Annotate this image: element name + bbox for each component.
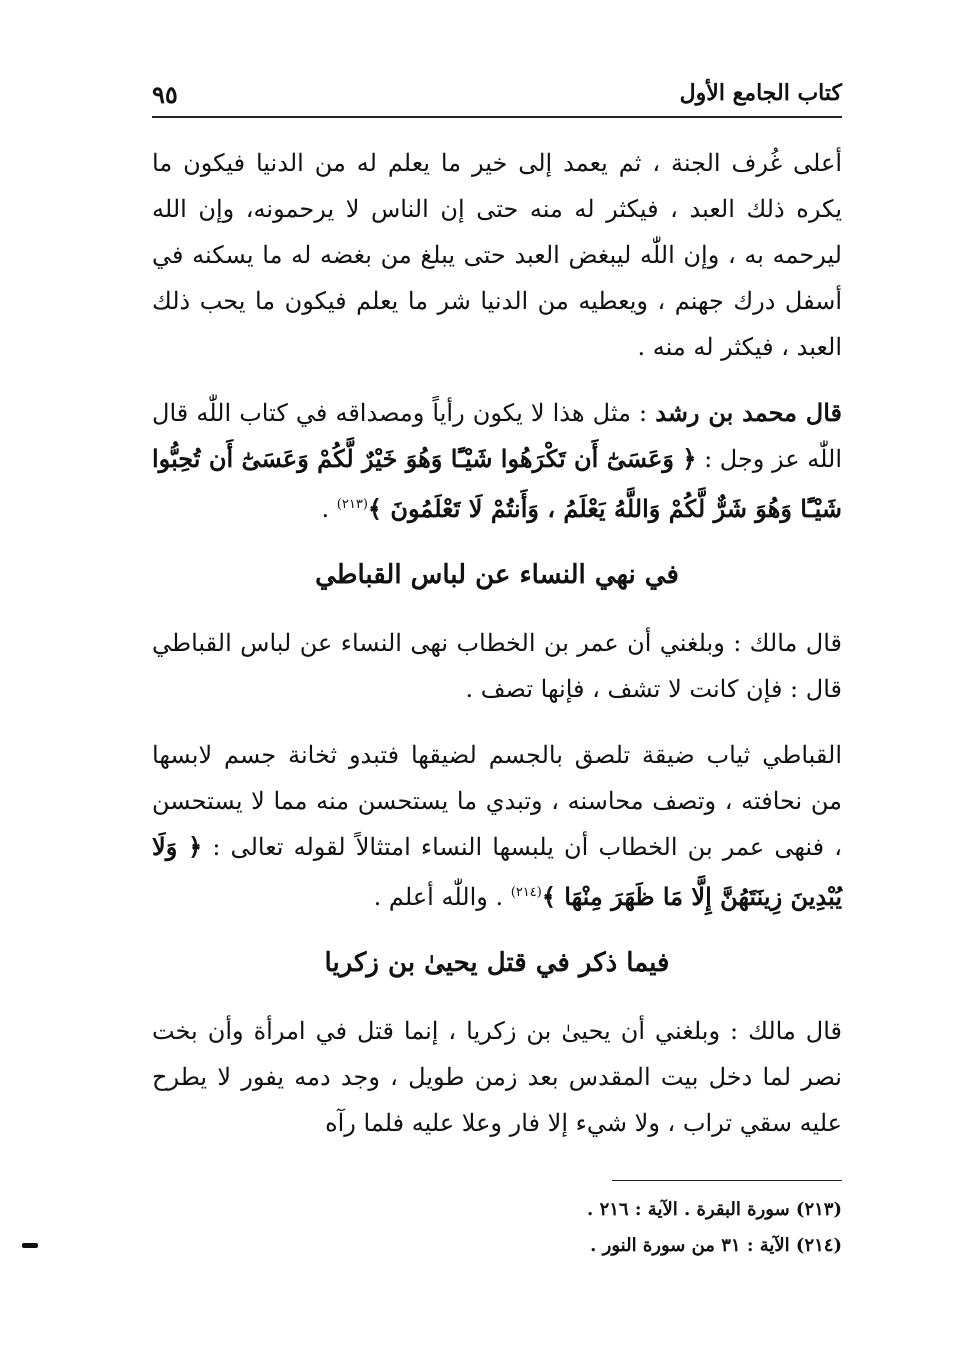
- footnote: (٢١٣) سورة البقرة . الآية : ٢١٦ .: [587, 1199, 842, 1220]
- paragraph-2-end: .: [321, 495, 337, 523]
- quran-verse: ﴿ وَعَسَىٰٓ أَن تَكْرَهُوا شَيْـًٔا وَهُوَ خَيْرٌ لَّكُمْ وَعَسَىٰٓ أَن تُحِبُّوا شَيْـًٔا وَهُوَ شَرٌّ لَّكُمْ وَاللَّهُ يَعْلَمُ ، وَأَنتُمْ لَا تَعْلَمُونَ ﴾: [152, 444, 842, 523]
- footnote: (٢١٤) الآية : ٣١ من سورة النور .: [590, 1235, 842, 1256]
- paragraph-4-end: . واللّٰه أعلم .: [373, 883, 511, 911]
- footnote-divider: [612, 1180, 842, 1181]
- paragraph-2-text: : مثل هذا لا يكون رأياً ومصداقه في كتاب اللّٰه قال اللّٰه عز وجل :: [152, 399, 842, 473]
- paragraph-5: قال مالك : وبلغني أن يحيىٰ بن زكريا ، إنما قتل في امرأة وأن بخت نصر لما دخل بيت المقدس بعد زمن طويل ، وجد دمه يفور لا يطرح عليه سقي تراب ، ولا شيء إلا فار وعلا عليه فلما رآه: [152, 1017, 842, 1137]
- section-heading: في نهي النساء عن لباس القباطي: [315, 560, 679, 590]
- book-title: كتاب الجامع الأول: [679, 80, 842, 106]
- paragraph-4: [152, 732, 842, 920]
- footnotes: [152, 1192, 842, 1264]
- margin-mark: [22, 1243, 38, 1248]
- quran-verse: ﴿ وَلَا يُبْدِينَ زِينَتَهُنَّ إِلَّا مَا ظَهَرَ مِنْهَا ﴾: [152, 832, 842, 911]
- running-header: [152, 72, 842, 118]
- section-heading: فيما ذكر في قتل يحيىٰ بن زكريا: [324, 948, 670, 978]
- footnote-ref: (٢١٣): [336, 497, 368, 512]
- main-text: [152, 140, 842, 1166]
- paragraph-4-text: القباطي ثياب ضيقة تلصق بالجسم لضيقها فتبدو ثخانة جسم لابسها من نحافته ، وتصف محاسنه ، وتبدي ما يستحسن منه مما لا يستحسن ، فنهى عمر بن الخطاب أن يلبسها النساء امتثالاً لقوله تعالى :: [152, 741, 842, 861]
- paragraph-2: [152, 390, 842, 532]
- paragraph-1: أعلى غُرف الجنة ، ثم يعمد إلى خير ما يعلم له من الدنيا فيكون ما يكره ذلك العبد ، فيكثر له منه حتى إن الناس لا يرحمونه، وإن الله ليرحمه به ، وإن اللّٰه ليبغض العبد حتى يبلغ من بغضه له ما يسكنه في أسفل درك جهنم ، ويعطيه من الدنيا شر ما يعلم فيكون ما يحب ذلك العبد ، فيكثر له منه .: [152, 149, 842, 361]
- paragraph-3: قال مالك : وبلغني أن عمر بن الخطاب نهى النساء عن لباس القباطي قال : فإن كانت لا تشف ، فإنها تصف .: [152, 629, 842, 703]
- page-number: ٩٥: [152, 80, 178, 109]
- speaker-name: قال محمد بن رشد: [655, 398, 842, 427]
- footnote-ref: (٢١٤): [510, 885, 542, 900]
